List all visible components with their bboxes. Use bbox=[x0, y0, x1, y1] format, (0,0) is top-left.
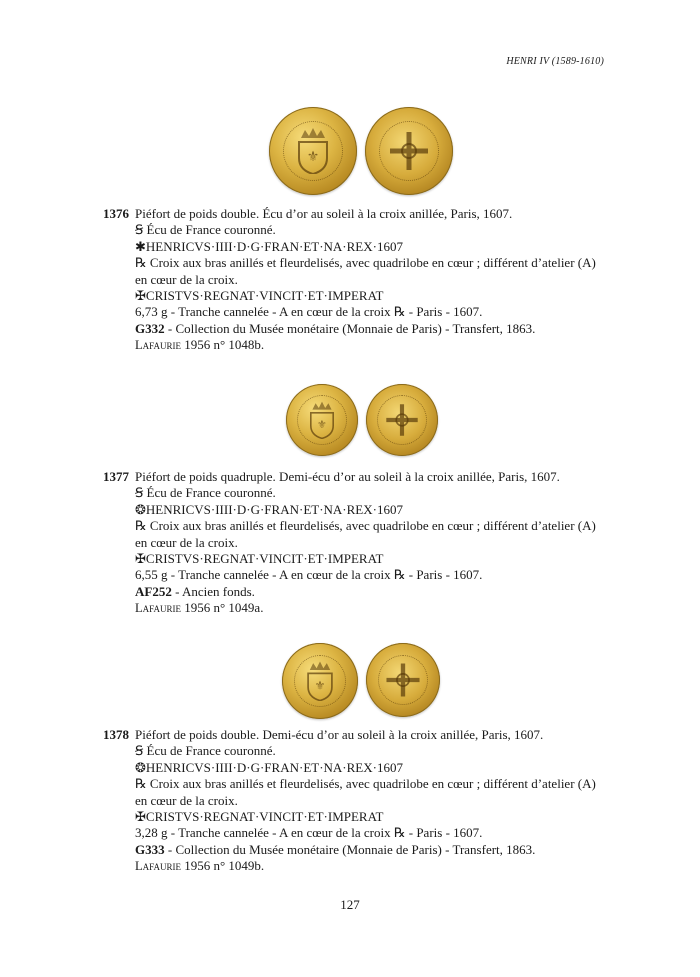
reverse-description-continued: en cœur de la croix. bbox=[135, 534, 238, 550]
entry-heading bbox=[103, 469, 603, 485]
entry-title: Piéfort de poids quadruple. Demi-écu d’or au soleil à la croix anillée, Paris, 1607. bbox=[135, 469, 560, 484]
obverse-description: Ꞩ Écu de France couronné. bbox=[135, 743, 276, 759]
reverse-coin-image bbox=[365, 107, 453, 195]
svg-text:⚜: ⚜ bbox=[316, 419, 328, 431]
reference-code: G333 bbox=[135, 841, 165, 857]
weight-edge-info: 6,73 g - Tranche cannelée - A en cœur de la croix ℞ - Paris - 1607. bbox=[135, 304, 483, 320]
bibliography-text: 1956 n° 1049a. bbox=[180, 600, 264, 616]
catalog-entry-1377 bbox=[103, 469, 603, 617]
entry-heading bbox=[103, 206, 603, 222]
reverse-coin-image bbox=[366, 643, 440, 717]
entry-number: 1378 bbox=[103, 727, 129, 742]
bibliography-line bbox=[103, 858, 603, 874]
coin-pair-1377 bbox=[286, 384, 438, 456]
entry-heading bbox=[103, 727, 603, 743]
obverse-legend: ❂HENRICVS·IIII·D·G·FRAN·ET·NA·REX·1607 bbox=[135, 501, 403, 517]
coin-pair-1376 bbox=[269, 107, 453, 195]
reference-text: - Collection du Musée monétaire (Monnaie de Paris) - Transfert, 1863. bbox=[164, 841, 536, 857]
catalog-entry-1376 bbox=[103, 206, 603, 354]
entry-number: 1377 bbox=[103, 469, 129, 484]
reference-line bbox=[103, 321, 603, 337]
obverse-coin-image bbox=[286, 384, 358, 456]
reference-line bbox=[103, 842, 603, 858]
entry-title: Piéfort de poids double. Écu d’or au soleil à la croix anillée, Paris, 1607. bbox=[135, 206, 513, 221]
svg-text:⚜: ⚜ bbox=[306, 150, 320, 165]
reference-code: G332 bbox=[135, 320, 165, 336]
reference-code: AF252 bbox=[135, 583, 172, 599]
cross-icon bbox=[365, 107, 453, 195]
reference-text: - Ancien fonds. bbox=[171, 583, 255, 599]
svg-text:⚜: ⚜ bbox=[314, 678, 326, 693]
cross-icon bbox=[366, 384, 438, 456]
bibliography-line bbox=[103, 337, 603, 353]
obverse-legend: ✱HENRICVS·IIII·D·G·FRAN·ET·NA·REX·1607 bbox=[135, 238, 403, 254]
running-head: HENRI IV (1589-1610) bbox=[506, 56, 604, 67]
reverse-description-continued: en cœur de la croix. bbox=[135, 792, 238, 808]
bibliography-text: 1956 n° 1049b. bbox=[180, 858, 265, 874]
reverse-coin-image bbox=[366, 384, 438, 456]
obverse-coin-image bbox=[282, 643, 358, 719]
reference-text: - Collection du Musée monétaire (Monnaie de Paris) - Transfert, 1863. bbox=[164, 320, 536, 336]
reverse-legend: ✠CRISTVS·REGNAT·VINCIT·ET·IMPERAT bbox=[135, 809, 384, 825]
reverse-legend: ✠CRISTVS·REGNAT·VINCIT·ET·IMPERAT bbox=[135, 551, 384, 567]
crowned-shield-icon bbox=[286, 384, 358, 456]
catalog-entry-1378 bbox=[103, 727, 603, 875]
bibliography-author: Lafaurie bbox=[135, 338, 181, 353]
bibliography-line bbox=[103, 600, 603, 616]
obverse-coin-image bbox=[269, 107, 357, 195]
reverse-description: ℞ Croix aux bras anillés et fleurdelisés, avec quadrilobe en cœur ; différent d’atelier (A) bbox=[135, 776, 596, 792]
crowned-shield-icon bbox=[282, 643, 358, 719]
entry-number: 1376 bbox=[103, 206, 129, 221]
coin-pair-1378 bbox=[282, 643, 440, 719]
bibliography-author: Lafaurie bbox=[135, 601, 181, 616]
reverse-description: ℞ Croix aux bras anillés et fleurdelisés, avec quadrilobe en cœur ; différent d’atelier (A) bbox=[135, 518, 596, 534]
weight-edge-info: 3,28 g - Tranche cannelée - A en cœur de la croix ℞ - Paris - 1607. bbox=[135, 825, 483, 841]
reverse-description-continued: en cœur de la croix. bbox=[135, 271, 238, 287]
page-number: 127 bbox=[340, 897, 360, 912]
obverse-legend: ❂HENRICVS·IIII·D·G·FRAN·ET·NA·REX·1607 bbox=[135, 759, 403, 775]
crowned-shield-icon bbox=[269, 107, 357, 195]
entry-title: Piéfort de poids double. Demi-écu d’or au soleil à la croix anillée, Paris, 1607. bbox=[135, 727, 544, 742]
bibliography-text: 1956 n° 1048b. bbox=[180, 337, 265, 353]
reverse-description: ℞ Croix aux bras anillés et fleurdelisés, avec quadrilobe en cœur ; différent d’atelier (A) bbox=[135, 255, 596, 271]
obverse-description: Ꞩ Écu de France couronné. bbox=[135, 222, 276, 238]
reference-line bbox=[103, 584, 603, 600]
cross-icon bbox=[366, 643, 440, 717]
reverse-legend: ✠CRISTVS·REGNAT·VINCIT·ET·IMPERAT bbox=[135, 288, 384, 304]
weight-edge-info: 6,55 g - Tranche cannelée - A en cœur de la croix ℞ - Paris - 1607. bbox=[135, 567, 483, 583]
bibliography-author: Lafaurie bbox=[135, 859, 181, 874]
obverse-description: Ꞩ Écu de France couronné. bbox=[135, 485, 276, 501]
